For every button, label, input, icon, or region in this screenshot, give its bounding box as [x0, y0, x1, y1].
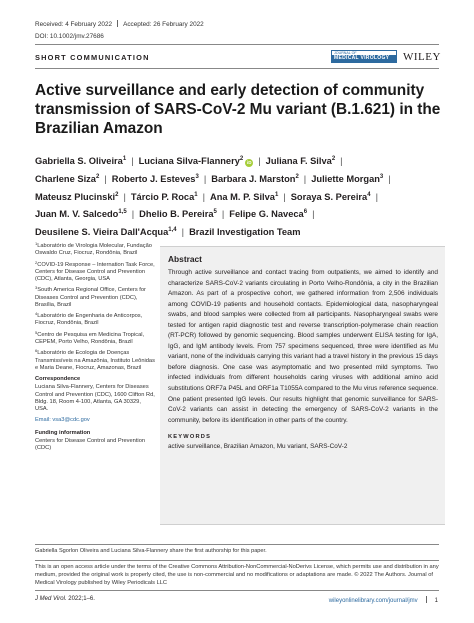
publisher-logo: WILEY [403, 51, 441, 63]
author-separator: | [312, 209, 315, 220]
article-title: Active surveillance and early detection of community transmission of SARS-CoV-2 Mu variant (B.1.621) in the Brazilian Amazon [35, 82, 441, 137]
author-name[interactable]: Felipe G. Naveca [229, 209, 304, 220]
author-name[interactable]: Roberto J. Esteves [111, 173, 196, 184]
author-name[interactable]: Juliette Morgan [311, 173, 380, 184]
affiliation-text: Centro de Pesquisa em Medicina Tropical, CEPEM, Porto Velho, Rondônia, Brazil [35, 331, 145, 345]
footer-separator [426, 596, 427, 603]
correspondence-text: Luciana Silva-Flannery, Centers for Diseases Control and Prevention (CDC), 1600 Clifton Rd, Bldg. 18, Room 4-100, Atlanta, GA 30329, USA. [35, 384, 155, 412]
author-affiliation-sup: 2 [95, 173, 100, 180]
author-separator: | [131, 209, 135, 220]
author-name[interactable]: Tárcio P. Roca [130, 191, 195, 202]
author-name[interactable]: Ana M. P. Silva [210, 191, 275, 202]
author-affiliation-sup: 3 [195, 173, 199, 180]
author-affiliation-sup: 2 [295, 173, 299, 180]
license-divider [35, 560, 439, 561]
section-label: SHORT COMMUNICATION [35, 53, 150, 62]
authorship-footnote: Gabriella Sgorlon Oliveira and Luciana Silva-Flannery share the first authorship for this paper. [35, 548, 267, 554]
author-separator: | [303, 173, 307, 184]
author-line-5 [35, 224, 447, 242]
author-affiliation-sup: 1,4 [168, 227, 177, 234]
author-line-4 [35, 206, 447, 224]
citation [35, 596, 95, 602]
keywords-text: active surveillance, Brazilian Amazon, Mu variant, SARS-CoV-2 [168, 443, 348, 451]
orcid-icon[interactable]: iD [247, 160, 252, 165]
abstract-text: Through active surveillance and contact tracing from outpatients, we aimed to identify and characterize SARS-CoV-2 variants circulating in Porto Velho-Rondônia, a city in the Brazilian Amazon. As part of a prospective cohort, we gathered information from 2,506 individuals among COVID-19 patients and household contacts. Epidemiological data, nasopharyngeal swabs, and blood samples were collected from all participants. Nasopharyngeal swabs were tested for antigen rapid diagnostic test and reverse transcription-polymerase chain reaction (RT-PCR) followed by genomic sequencing. Blood samples underwent ELISA testing for IgA, IgG, and IgM antibody levels. From 757 specimens sequenced, three were identified as Mu variant, none of the individuals carrying this variant had a travel history in the previous 15 days before diagnosis. One case was asymptomatic and two presented mild symptoms. Two infected individuals from different households caring viruses with additional amino acid substitutions ORF7a P45L and ORF1a T1055A compared to the Mu virus reference sequence. One patient presented IgG levels. Our results highlight that genomic surveillance for SARS-CoV-2 variants can assist in detecting the emergency of SARS-CoV-2 variants in the community, before its identification in other parts of the country. [168, 269, 438, 424]
received-date: Received: 4 February 2022 [35, 21, 113, 28]
author-affiliation-sup: 1,5 [118, 209, 127, 216]
author-separator: | [258, 156, 261, 166]
affiliation-item [35, 287, 155, 309]
affiliation-item [35, 313, 155, 327]
funding-text: Centers for Disease Control and Prevention (CDC) [35, 437, 146, 451]
author-separator: | [202, 191, 206, 202]
correspondence-heading: Correspondence [35, 376, 81, 383]
author-separator: | [375, 191, 378, 202]
author-line-3 [35, 189, 447, 207]
author-affiliation-sup: 4 [367, 191, 371, 198]
journal-logo-small-text: JOURNAL OF [334, 51, 357, 55]
footer-divider [35, 590, 439, 591]
author-affiliation-sup: 1 [274, 191, 279, 198]
author-name[interactable]: Luciana Silva-Flannery [138, 156, 240, 166]
affiliation-sup: 6 [35, 348, 38, 354]
author-affiliation-sup: 2 [239, 156, 244, 162]
author-name[interactable]: Mateusz Plucinski [35, 191, 116, 202]
journal-url-link[interactable]: wileyonlinelibrary.com/journal/jmv [328, 598, 418, 604]
author-separator: | [283, 191, 286, 202]
author-affiliation-sup: 5 [213, 209, 217, 216]
author-separator: | [131, 156, 134, 166]
affiliation-item [35, 329, 155, 346]
author-name[interactable]: Dhelio B. Pereira [139, 209, 214, 220]
doi-link[interactable]: DOI: 10.1002/jmv.27686 [35, 33, 104, 40]
page-number: 1 [434, 598, 438, 604]
author-name[interactable]: Deusilene S. Vieira Dall'Acqua [35, 227, 169, 238]
affiliation-item [35, 259, 155, 284]
affiliation-sup: 4 [35, 311, 38, 317]
author-separator: | [221, 209, 225, 220]
date-separator [117, 20, 118, 27]
author-name[interactable]: Juliana F. Silva [265, 156, 332, 166]
author-affiliation-sup: 1 [194, 191, 198, 198]
citation-journal: J Med Virol. [35, 596, 67, 602]
author-name[interactable]: Soraya S. Pereira [290, 191, 368, 202]
author-affiliation-sup: 2 [115, 191, 119, 198]
author-line-2 [35, 171, 447, 189]
affiliation-sup: 3 [35, 285, 38, 291]
affiliation-text: Laboratório de Ecologia de Doenças Transmissíveis na Amazônia, Instituto Leônidas e Maria Deane, Fiocruz, Amazonas, Brazil [35, 350, 155, 371]
affiliations-column [35, 243, 155, 456]
author-affiliation-sup: 6 [303, 209, 308, 216]
affiliation-text: South America Regional Office, Centers for Diseases Control and Prevention (CDC), Brasília, Brazil [35, 287, 146, 308]
affiliation-sup: 1 [35, 241, 38, 246]
author-separator: | [104, 173, 107, 184]
journal-logo [331, 50, 397, 63]
affiliation-item [35, 243, 155, 257]
journal-logo-name: MEDICAL VIROLOGY [332, 55, 396, 62]
group-author-name[interactable]: Brazil Investigation Team [189, 227, 301, 238]
footnote-divider [35, 544, 439, 545]
affiliation-sup: 5 [35, 329, 38, 335]
author-separator: | [123, 191, 126, 202]
author-separator: | [203, 173, 207, 184]
author-name[interactable]: Juan M. V. Salcedo [35, 209, 119, 220]
footer-right [329, 596, 438, 604]
affiliation-text: Laboratório de Engenharia de Anticorpos, Fiocruz, Rondônia, Brazil [35, 313, 143, 327]
keywords-heading: KEYWORDS [168, 434, 212, 441]
author-list [35, 153, 447, 242]
author-affiliation-sup: 2 [331, 156, 336, 162]
author-affiliation-sup: 1 [122, 156, 127, 162]
citation-volume: 2022;1–6. [66, 596, 95, 602]
author-name[interactable]: Gabriella S. Oliveira [35, 156, 123, 166]
author-separator: | [388, 173, 391, 184]
author-name[interactable]: Barbara J. Marston [211, 173, 296, 184]
author-separator: | [340, 156, 343, 166]
affiliation-sup: 2 [35, 259, 38, 265]
author-affiliation-sup: 3 [379, 173, 384, 180]
license-text: This is an open access article under the terms of the Creative Commons Attribution-NonCommercial-NoDerivs License, which permits use and distribution in any medium, provided the original work is properly cited, the use is non-commercial and no modifications or adaptations are made. © 2022 The Authors. Journal of Medical Virology published by Wiley Periodicals LLC [35, 564, 439, 586]
author-name[interactable]: Charlene Siza [35, 173, 96, 184]
author-line-1 [35, 153, 447, 171]
funding-heading: Funding information [35, 429, 91, 436]
accepted-date: Accepted: 26 February 2022 [123, 21, 204, 28]
author-separator: | [181, 227, 185, 238]
abstract-box [160, 246, 445, 525]
top-divider [35, 44, 439, 45]
article-dates [35, 20, 204, 28]
correspondence-email-link[interactable]: Email: vsa3@cdc.gov [35, 417, 90, 424]
abstract-heading: Abstract [168, 254, 202, 264]
title-divider [35, 68, 439, 69]
affiliation-text: Laboratório de Virologia Molecular, Fundação Oswaldo Cruz, Fiocruz, Rondônia, Brazil [35, 243, 152, 257]
affiliation-item [35, 350, 155, 372]
affiliation-text: COVID-19 Response – Internation Task Force, Centers for Disease Control and Prevention (CDC), Atlanta, Georgia, USA [35, 261, 155, 282]
